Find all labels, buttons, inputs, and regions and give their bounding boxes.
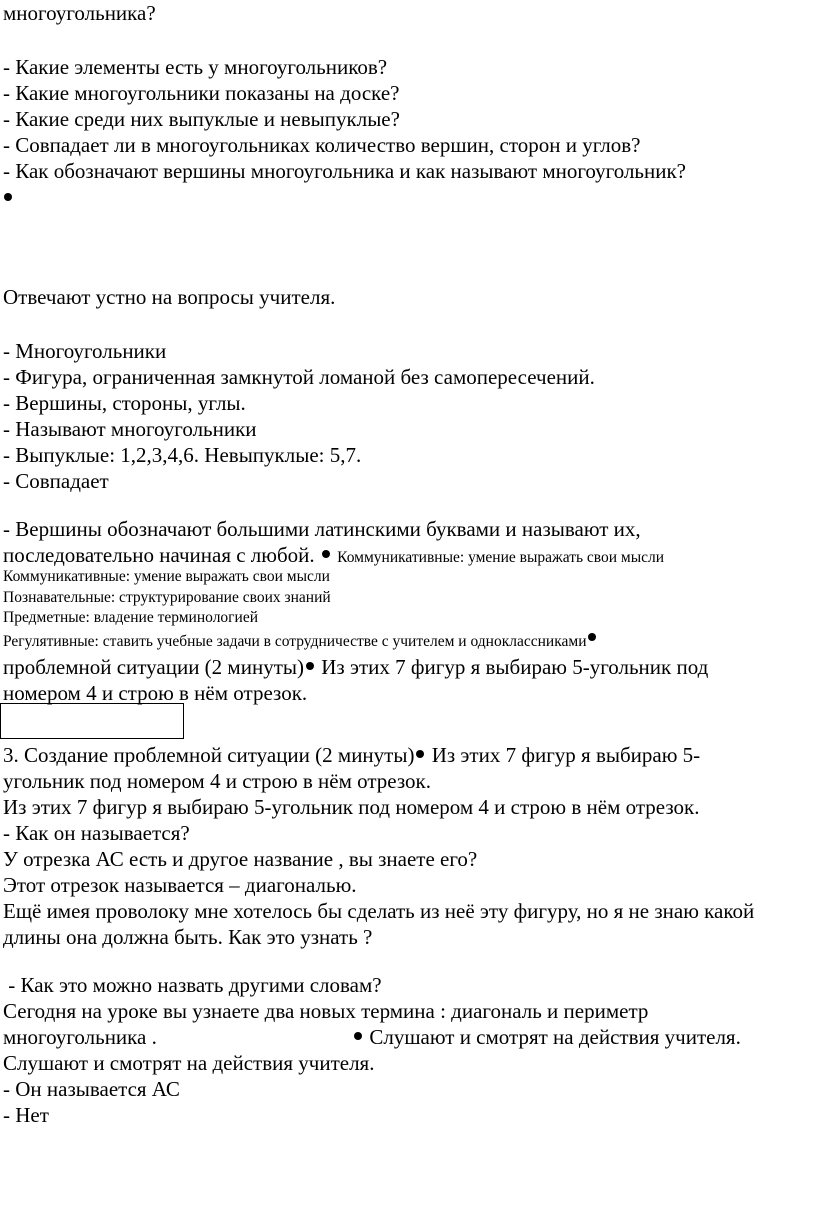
text-line: - Фигура, ограниченная замкнутой ломаной без самопересечений. <box>3 365 595 389</box>
text-line: Предметные: владение терминологией <box>3 609 259 626</box>
text-fragment: проблемной ситуации (2 минуты) <box>3 655 304 679</box>
text-line: - Называют многоугольники <box>3 417 257 441</box>
text-line: Отвечают устно на вопросы учителя. <box>3 285 336 309</box>
text-line: Коммуникативные: умение выражать свои мысли <box>3 568 330 585</box>
text-line: - Он называется АС <box>3 1077 180 1101</box>
text-line <box>3 742 700 768</box>
text-line: - Нет <box>3 1103 49 1127</box>
text-line: - Как это можно назвать другими словам? <box>3 973 382 997</box>
text-fragment: Слушают и смотрят на действия учителя. <box>369 1025 741 1049</box>
text-line: - Вершины обозначают большими латинскими буквами и называют их, <box>3 517 641 541</box>
bullet-icon <box>354 1032 362 1040</box>
text-line: Ещё имея проволоку мне хотелось бы сделать из неё эту фигуру, но я не знаю какой <box>3 899 755 923</box>
text-line: Этот отрезок называется – диагональю. <box>3 873 357 897</box>
text-line: - Какие среди них выпуклые и невыпуклые? <box>3 107 400 131</box>
text-fragment: Из этих 7 фигур я выбираю 5- <box>431 743 701 767</box>
text-line: - Выпуклые: 1,2,3,4,6. Невыпуклые: 5,7. <box>3 443 362 467</box>
text-line: - Совпадает ли в многоугольниках количество вершин, сторон и углов? <box>3 133 641 157</box>
text-fragment: Регулятивные: ставить учебные задачи в сотрудничестве с учителем и одноклассниками <box>3 633 587 650</box>
text-line: - Как обозначают вершины многоугольника и как называют многоугольник? <box>3 159 687 183</box>
text-line: - Вершины, стороны, углы. <box>3 391 246 415</box>
text-line: - Как он называется? <box>3 821 190 845</box>
text-line: длины она должна быть. Как это узнать ? <box>3 925 373 949</box>
text-fragment: Коммуникативные: умение выражать свои мысли <box>337 549 665 566</box>
text-line: Слушают и смотрят на действия учителя. <box>3 1051 375 1075</box>
text-line: - Многоугольники <box>3 339 167 363</box>
text-line: У отрезка АС есть и другое название , вы знаете его? <box>3 847 478 871</box>
bullet-icon <box>588 633 596 641</box>
text-line: - Какие элементы есть у многоугольников? <box>3 55 388 79</box>
text-fragment: многоугольника . <box>3 1025 157 1049</box>
bullet-icon <box>416 750 424 758</box>
text-line: - Какие многоугольники показаны на доске? <box>3 81 400 105</box>
text-fragment: Из этих 7 фигур я выбираю 5-угольник под <box>321 655 709 679</box>
text-line <box>3 632 598 652</box>
text-line: Сегодня на уроке вы узнаете два новых термина : диагональ и периметр <box>3 999 649 1023</box>
text-line <box>3 1024 741 1050</box>
bullet-icon <box>306 662 314 670</box>
text-line: Познавательные: структурирование своих знаний <box>3 589 331 606</box>
empty-frame <box>0 703 184 739</box>
text-fragment: 3. Создание проблемной ситуации (2 минуты) <box>3 743 415 767</box>
text-line: Из этих 7 фигур я выбираю 5-угольник под номером 4 и строю в нём отрезок. <box>3 795 700 819</box>
bullet-icon <box>4 193 12 201</box>
text-line: многоугольника? <box>3 1 156 25</box>
text-line <box>3 654 708 680</box>
text-fragment: последовательно начиная с любой. <box>3 543 315 567</box>
text-line: угольник под номером 4 и строю в нём отрезок. <box>3 769 432 793</box>
text-line: номером 4 и строю в нём отрезок. <box>3 681 308 705</box>
text-line: - Совпадает <box>3 469 109 493</box>
bullet-icon <box>322 550 330 558</box>
